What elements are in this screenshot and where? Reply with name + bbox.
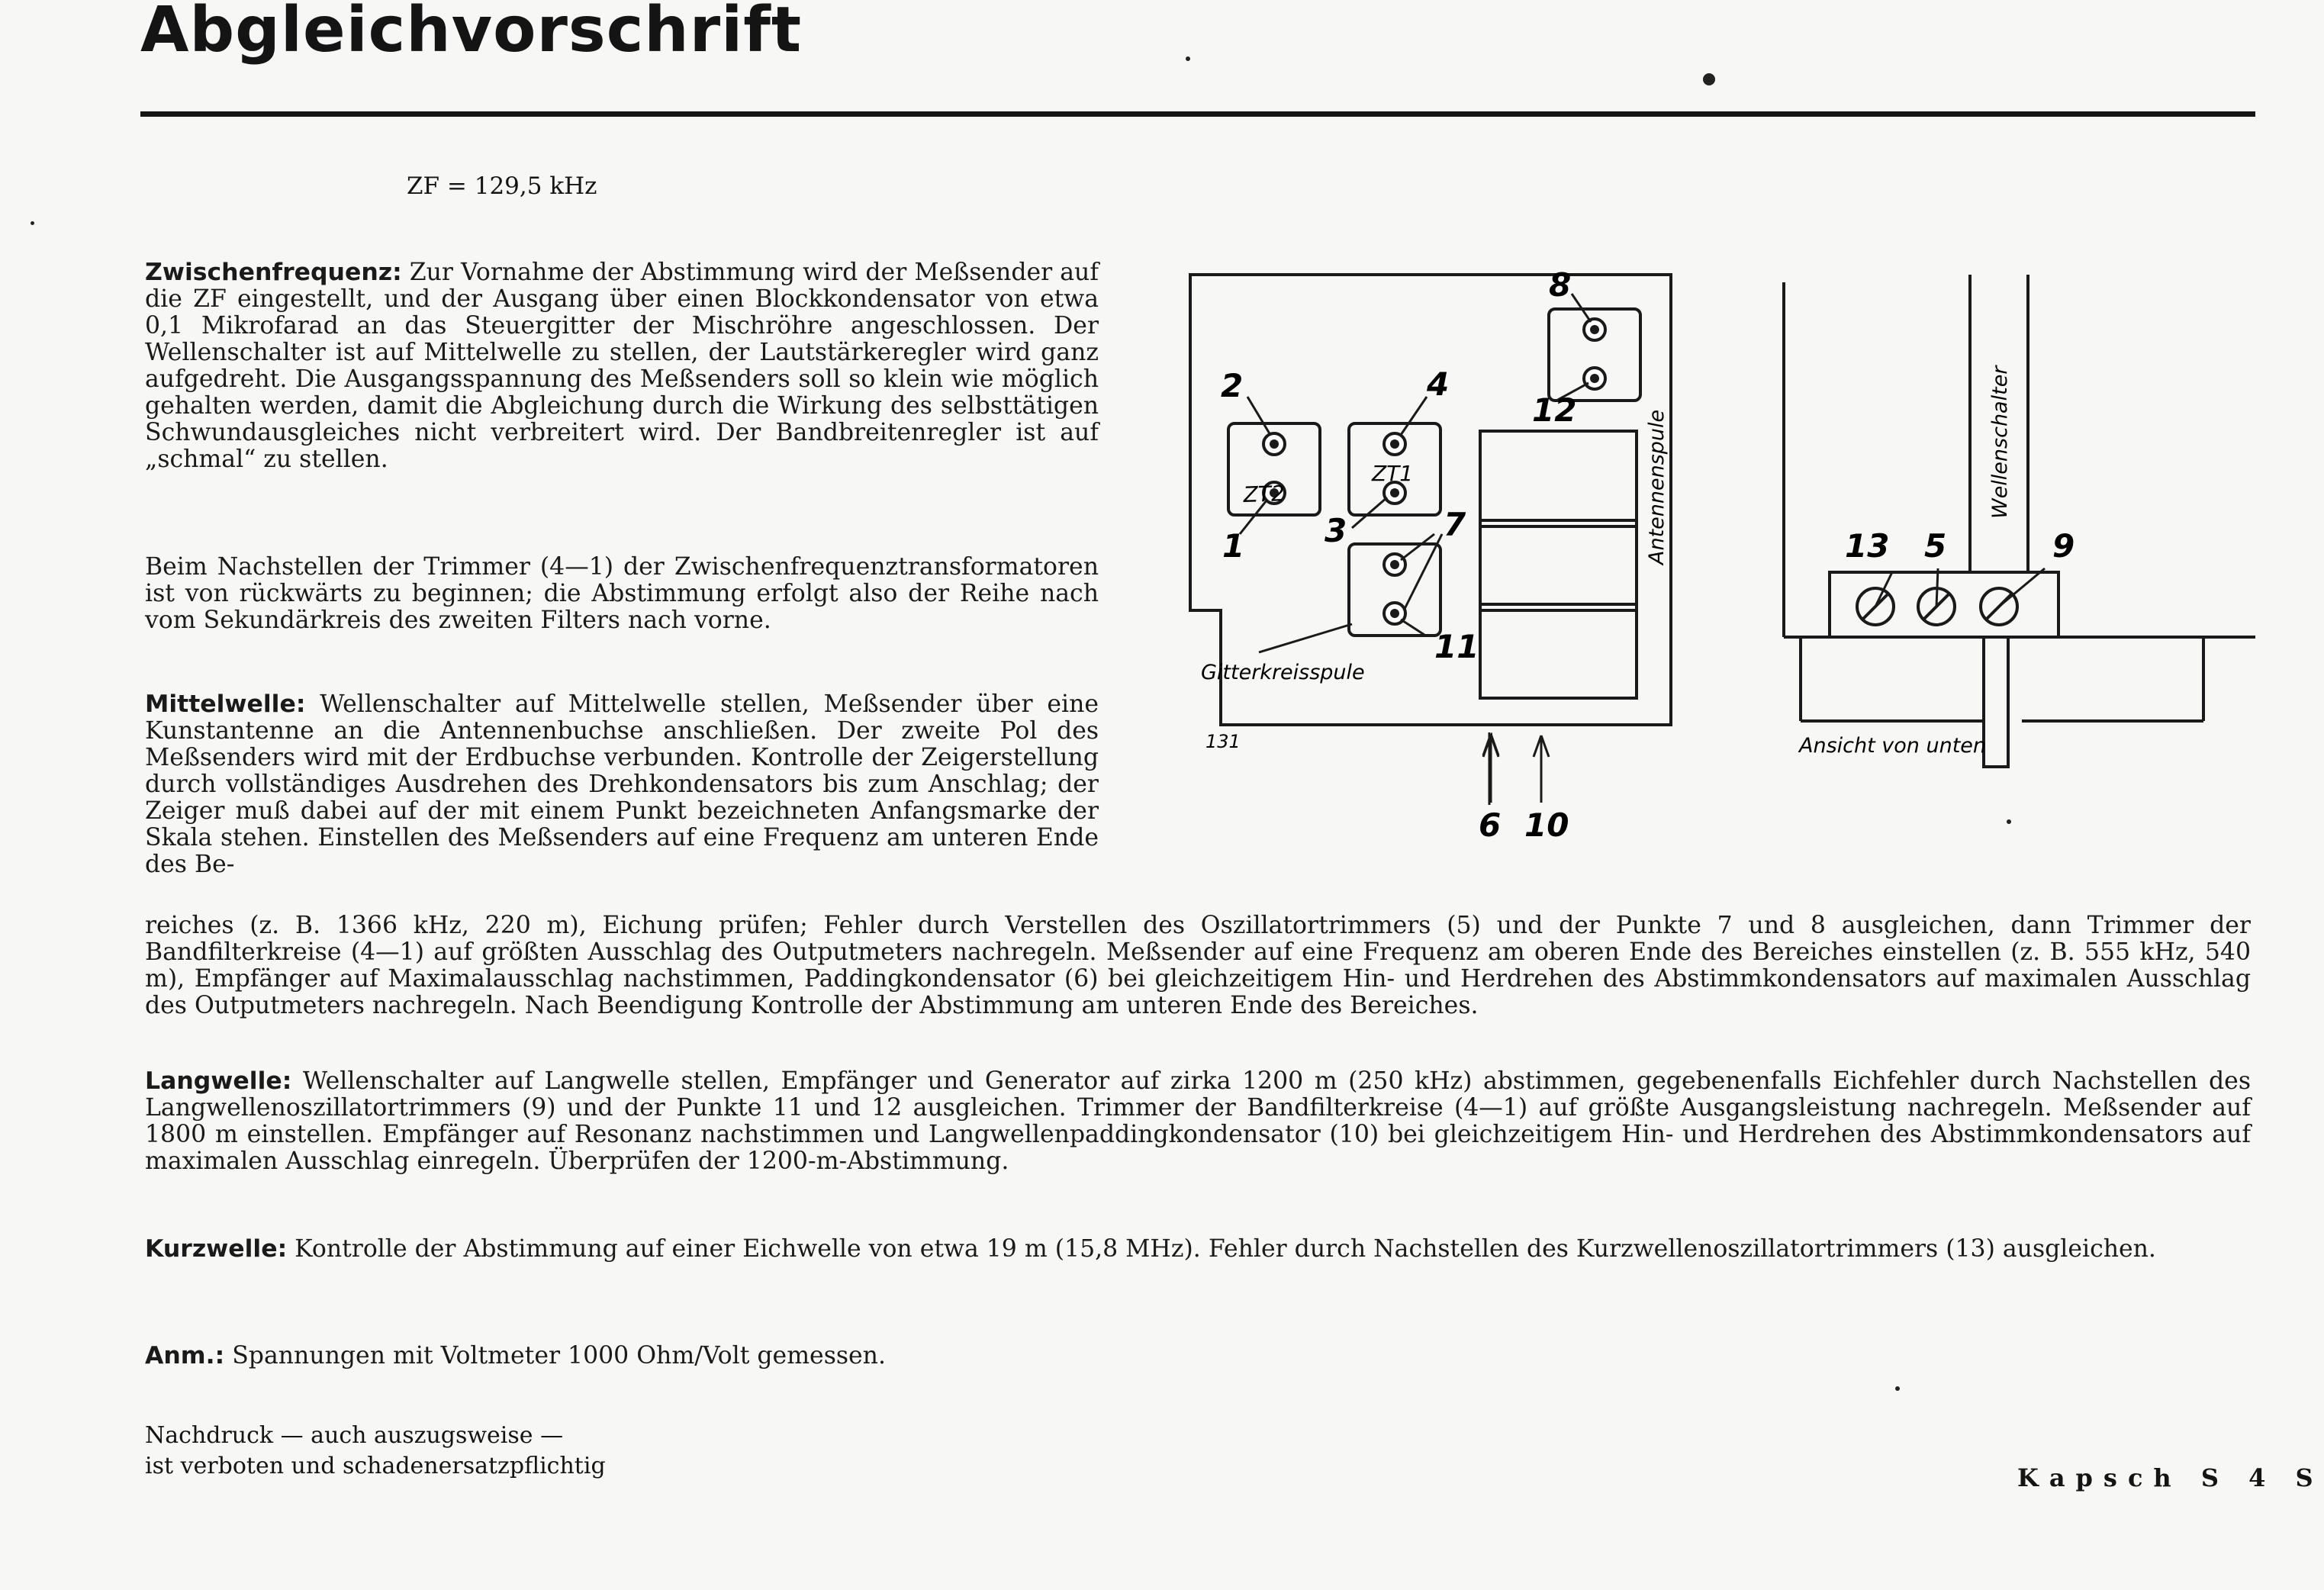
paragraph-heading: Langwelle: — [145, 1067, 292, 1095]
copyright-notice — [145, 1421, 606, 1482]
paragraph-langwelle — [145, 1068, 2251, 1175]
paragraph-trimmer — [145, 554, 1099, 634]
model-reference: Kapsch S 4 S — [2017, 1463, 2324, 1492]
callout-5: 5 — [1924, 527, 1947, 565]
scan-speck — [1186, 56, 1190, 61]
switch-shaft — [1984, 637, 2008, 767]
zt1-label: ZT1 — [1372, 461, 1414, 486]
paragraph-text: Wellenschalter auf Langwelle stellen, Empfänger und Generator auf zirka 1200 m (250 kHz) abstimmen, gegebenenfalls Eichfehler durch Nachstellen des Langwellenoszillatortrimmers (9) und der Punkte 11 und 12 ausgleichen. Trimmer der Bandfilterkreise (4—1) auf größte Ausgangsleistung nachregeln. Meßsender auf 1800 m einstellen. Empfänger auf Resonanz nachstimmen und Langwellenpaddingkondensator (10) bei gleichzeitigem Hin- und Herdrehen des Abstimmkondensators auf maximalen Ausschlag einregeln. Überprüfen der 1200-m-Abstimmung. — [145, 1067, 2251, 1175]
paragraph-heading: Anm.: — [145, 1342, 225, 1370]
ansicht-label: Ansicht von unten — [1799, 734, 1987, 758]
title-rule — [140, 111, 2255, 117]
paragraph-heading: Zwischenfrequenz: — [145, 259, 402, 286]
wellenschalter-label: Wellenschalter — [1988, 365, 2012, 519]
callout-4: 4 — [1427, 365, 1450, 403]
gitterkreisspule-label: Gitterkreisspule — [1201, 661, 1365, 684]
paragraph-anmerkung — [145, 1343, 2251, 1370]
copyright-line-1: Nachdruck — auch auszugsweise — — [145, 1422, 564, 1449]
page-title: Abgleichvorschrift — [140, 0, 803, 66]
chassis-diagram — [1175, 252, 2255, 855]
callout-10: 10 — [1524, 806, 1569, 844]
scan-speck — [1895, 1386, 1900, 1391]
callout-13: 13 — [1845, 527, 1890, 565]
copyright-line-2: ist verboten und schadenersatzpflichtig — [145, 1453, 606, 1479]
paragraph-kurzwelle — [145, 1236, 2251, 1263]
callout-3: 3 — [1325, 512, 1347, 549]
callout-11: 11 — [1434, 628, 1479, 665]
callout-1: 1 — [1222, 527, 1245, 565]
callout-9: 9 — [2052, 527, 2075, 565]
paragraph-text: Beim Nachstellen der Trimmer (4—1) der Zwischenfrequenztransformatoren ist von rückwärts zu beginnen; die Abstimmung erfolgt also der Reihe nach vom Sekundärkreis des zweiten Filters nach vorne. — [145, 553, 1099, 634]
callout-12: 12 — [1532, 391, 1577, 429]
paragraph-mittelwelle-cont — [145, 912, 2251, 1019]
paragraph-text: reiches (z. B. 1366 kHz, 220 m), Eichung prüfen; Fehler durch Verstellen des Oszillatortrimmers (5) und der Punkte 7 und 8 ausgleichen, dann Trimmer der Bandfilterkreise (4—1) auf größten Ausschlag des Outputmeters nachregeln. Meßsender auf eine Frequenz am oberen Ende des Bereiches einstellen (z. B. 555 kHz, 540 m), Empfänger auf Maximalausschlag nachstimmen, Paddingkondensator (6) bei gleichzeitigem Hin- und Herdrehen des Abstimmkondensators auf maximalen Ausschlag des Outputmeters nachregeln. Nach Beendigung Kontrolle der Abstimmung am unteren Ende des Bereiches. — [145, 912, 2251, 1019]
tuning-capacitor — [1480, 431, 1637, 698]
zt2-label: ZT2 — [1243, 481, 1286, 507]
paragraph-mittelwelle — [145, 691, 1099, 878]
paragraph-text: Zur Vornahme der Abstimmung wird der Meßsender auf die ZF eingestellt, und der Ausgang über einen Blockkondensator von etwa 0,1 Mikrofarad an das Steuergitter der Mischröhre angeschlossen. Der Wellenschalter ist auf Mittelwelle zu stellen, der Lautstärkeregler wird ganz aufgedreht. Die Ausgangsspannung des Meßsenders soll so klein wie möglich gehalten werden, damit die Abgleichung durch die Wirkung des selbsttätigen Schwundausgleiches nicht verbreitert wird. Der Bandbreitenregler ist auf „schmal“ zu stellen. — [145, 259, 1099, 473]
callout-2: 2 — [1221, 367, 1244, 404]
callout-7: 7 — [1444, 506, 1466, 543]
antennenspule-label: Antennenspule — [1645, 409, 1669, 565]
callout-6: 6 — [1479, 806, 1502, 844]
scan-speck — [1703, 73, 1715, 85]
scan-speck — [2007, 819, 2011, 824]
scan-speck — [31, 221, 34, 225]
paragraph-heading: Mittelwelle: — [145, 690, 306, 718]
paragraph-text: Kontrolle der Abstimmung auf einer Eichwelle von etwa 19 m (15,8 MHz). Fehler durch Nachstellen des Kurzwellenoszillatortrimmers (13) ausgleichen. — [287, 1235, 2156, 1263]
paragraph-text: Wellenschalter auf Mittelwelle stellen, Meßsender über eine Kunstantenne an die Antennenbuchse anschließen. Der zweite Pol des Meßsenders wird mit der Erdbuchse verbunden. Kontrolle der Zeigerstellung durch vollständiges Ausdrehen des Drehkondensators bis zum Anschlag; der Zeiger muß dabei auf der mit einem Punkt bezeichneten Anfangsmarke der Skala stehen. Einstellen des Meßsenders auf eine Frequenz am unteren Ende des Be- — [145, 690, 1099, 878]
callout-8: 8 — [1549, 266, 1572, 304]
paragraph-text: Spannungen mit Voltmeter 1000 Ohm/Volt gemessen. — [224, 1342, 886, 1370]
zf-value: ZF = 129,5 kHz — [407, 172, 597, 200]
figure-number: 131 — [1205, 731, 1241, 752]
paragraph-zwischenfrequenz — [145, 259, 1099, 473]
switch-block — [1830, 572, 2058, 637]
paragraph-heading: Kurzwelle: — [145, 1235, 288, 1263]
